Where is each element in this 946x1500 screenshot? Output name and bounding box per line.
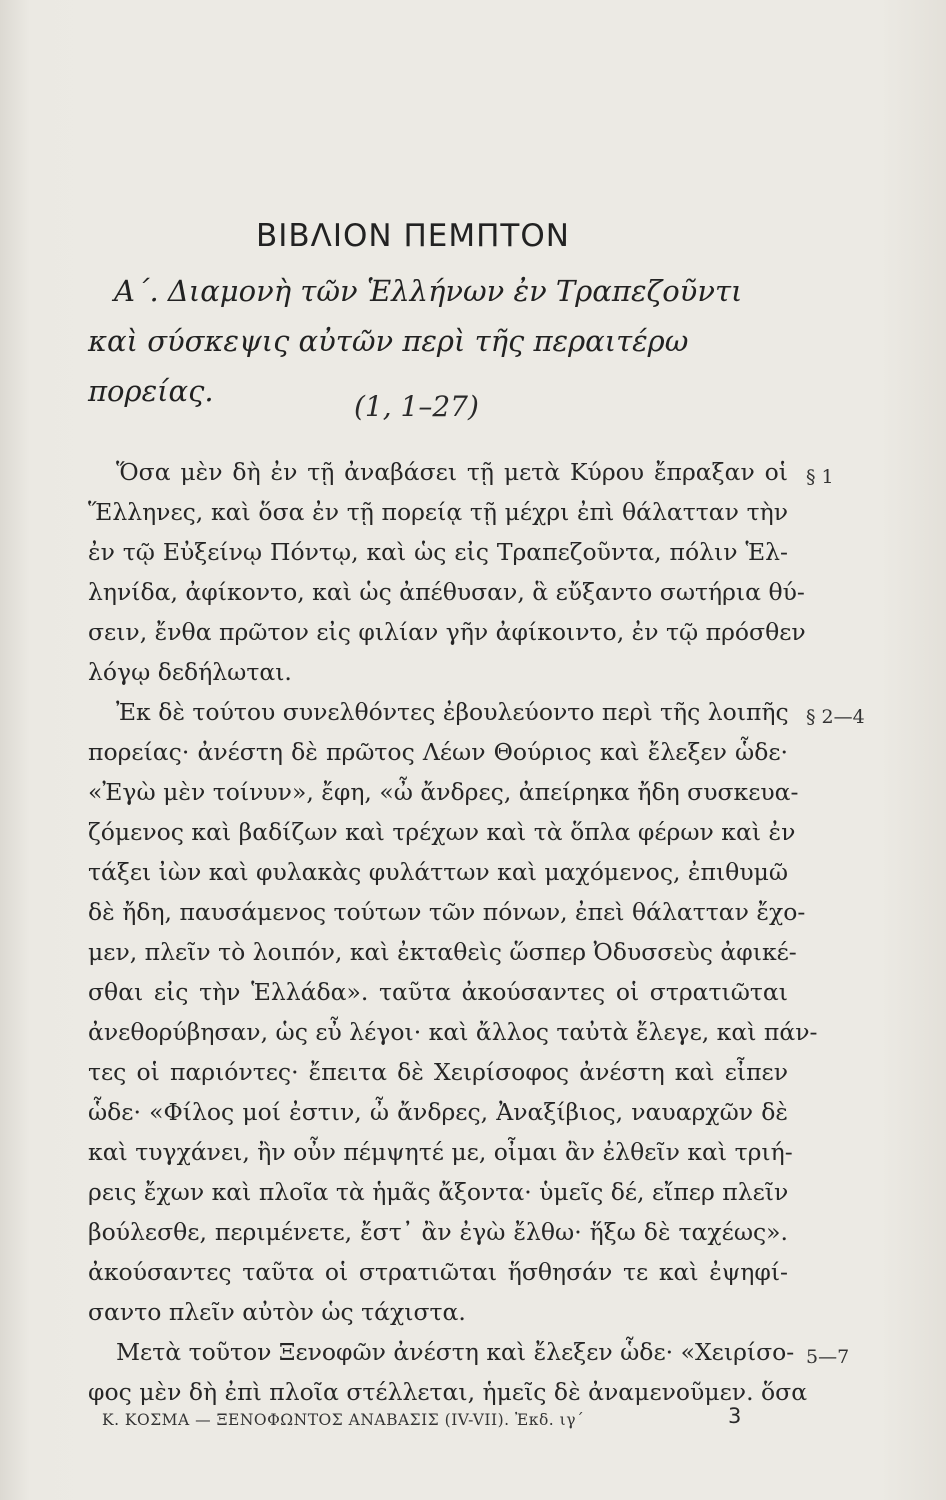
text-line: τες οἱ παριόντες· ἔπειτα δὲ Χειρίσοφος ἀνέστη καὶ εἶπεν bbox=[88, 1058, 788, 1086]
text-line: τάξει ἰὼν καὶ φυλακὰς φυλάττων καὶ μαχόμενος, ἐπιθυμῶ bbox=[88, 858, 789, 886]
margin-note-section-1: § 1 bbox=[806, 466, 834, 488]
text-line: ληνίδα, ἀφίκοντο, καὶ ὡς ἀπέθυσαν, ἃ εὔξαντο σωτήρια θύ- bbox=[88, 578, 805, 606]
text-line: ζόμενος καὶ βαδίζων καὶ τρέχων καὶ τὰ ὅπλα φέρων καὶ ἐν bbox=[88, 818, 796, 846]
text-line: μεν, πλεῖν τὸ λοιπόν, καὶ ἐκταθεὶς ὥσπερ Ὀδυσσεὺς ἀφικέ- bbox=[88, 938, 797, 966]
book-heading: ΒΙΒΛΙΟΝ ΠΕΜΠΤΟΝ bbox=[256, 218, 570, 254]
text-line: σειν, ἔνθα πρῶτον εἰς φιλίαν γῆν ἀφίκοιντο, ἐν τῷ πρόσθεν bbox=[88, 618, 806, 646]
text-line: Ἐκ δὲ τούτου συνελθόντες ἐβουλεύοντο περὶ τῆς λοιπῆς bbox=[116, 698, 789, 726]
text-line: ἀνεθορύβησαν, ὡς εὖ λέγοι· καὶ ἄλλος ταὐτὰ ἔλεγε, καὶ πάν- bbox=[88, 1018, 818, 1046]
text-line: ἀκούσαντες ταῦτα οἱ στρατιῶται ἥσθησάν τε καὶ ἐψηφί- bbox=[88, 1258, 788, 1286]
text-line: δὲ ἤδη, παυσάμενος τούτων τῶν πόνων, ἐπεὶ θάλατταν ἔχο- bbox=[88, 898, 806, 926]
text-line: Ἕλληνες, καὶ ὅσα ἐν τῇ πορείᾳ τῇ μέχρι ἐπὶ θάλατταν τὴν bbox=[88, 498, 788, 526]
footer-signature: Κ. ΚΟΣΜΑ — ΞΕΝΟΦΩΝΤΟΣ ΑΝΑΒΑΣΙΣ (IV-VII). Ἐκδ. ιγ΄ bbox=[102, 1411, 585, 1429]
margin-note-section-2-4: § 2—4 bbox=[806, 706, 865, 728]
text-line: σαντο πλεῖν αὐτὸν ὡς τάχιστα. bbox=[88, 1298, 466, 1326]
text-line: βούλεσθε, περιμένετε, ἔστ᾽ ἂν ἐγὼ ἔλθω· ἥξω δὲ ταχέως». bbox=[88, 1218, 788, 1246]
text-line: «Ἐγὼ μὲν τοίνυν», ἔφη, «ὦ ἄνδρες, ἀπείρηκα ἤδη συσκευα- bbox=[88, 778, 799, 806]
text-line: ρεις ἔχων καὶ πλοῖα τὰ ἡμᾶς ἄξοντα· ὑμεῖς δέ, εἴπερ πλεῖν bbox=[88, 1178, 789, 1206]
text-line: ὧδε· «Φίλος μοί ἐστιν, ὦ ἄνδρες, Ἀναξίβιος, ναυαρχῶν δὲ bbox=[88, 1098, 788, 1126]
text-line: πορείας· ἀνέστη δὲ πρῶτος Λέων Θούριος καὶ ἔλεξεν ὧδε· bbox=[88, 738, 788, 766]
text-line: λόγῳ δεδήλωται. bbox=[88, 658, 292, 686]
text-line: καὶ τυγχάνει, ἢν οὖν πέμψητέ με, οἶμαι ἂν ἐλθεῖν καὶ τριή- bbox=[88, 1138, 793, 1166]
page-number: 3 bbox=[728, 1404, 742, 1428]
section-range: (1, 1–27) bbox=[354, 390, 479, 423]
text-line: Μετὰ τοῦτον Ξενοφῶν ἀνέστη καὶ ἔλεξεν ὧδε· «Χειρίσο- bbox=[116, 1338, 795, 1366]
body-text bbox=[88, 452, 818, 1412]
text-line: σθαι εἰς τὴν Ἑλλάδα». ταῦτα ἀκούσαντες οἱ στρατιῶται bbox=[88, 978, 788, 1006]
chapter-title-line-2: καὶ σύσκεψις αὐτῶν περὶ τῆς περαιτέρω πορείας. bbox=[88, 324, 689, 408]
text-line: Ὅσα μὲν δὴ ἐν τῇ ἀναβάσει τῇ μετὰ Κύρου ἔπραξαν οἱ bbox=[116, 458, 788, 486]
margin-note-section-5-7: 5—7 bbox=[806, 1346, 850, 1368]
text-line: ἐν τῷ Εὐξείνῳ Πόντῳ, καὶ ὡς εἰς Τραπεζοῦντα, πόλιν Ἑλ- bbox=[88, 538, 788, 566]
text-line: φος μὲν δὴ ἐπὶ πλοῖα στέλλεται, ἡμεῖς δὲ ἀναμενοῦμεν. ὅσα bbox=[88, 1378, 808, 1406]
chapter-title-line-1: Α΄. Διαμονὴ τῶν Ἑλλήνων ἐν Τραπεζοῦντι bbox=[114, 274, 743, 308]
